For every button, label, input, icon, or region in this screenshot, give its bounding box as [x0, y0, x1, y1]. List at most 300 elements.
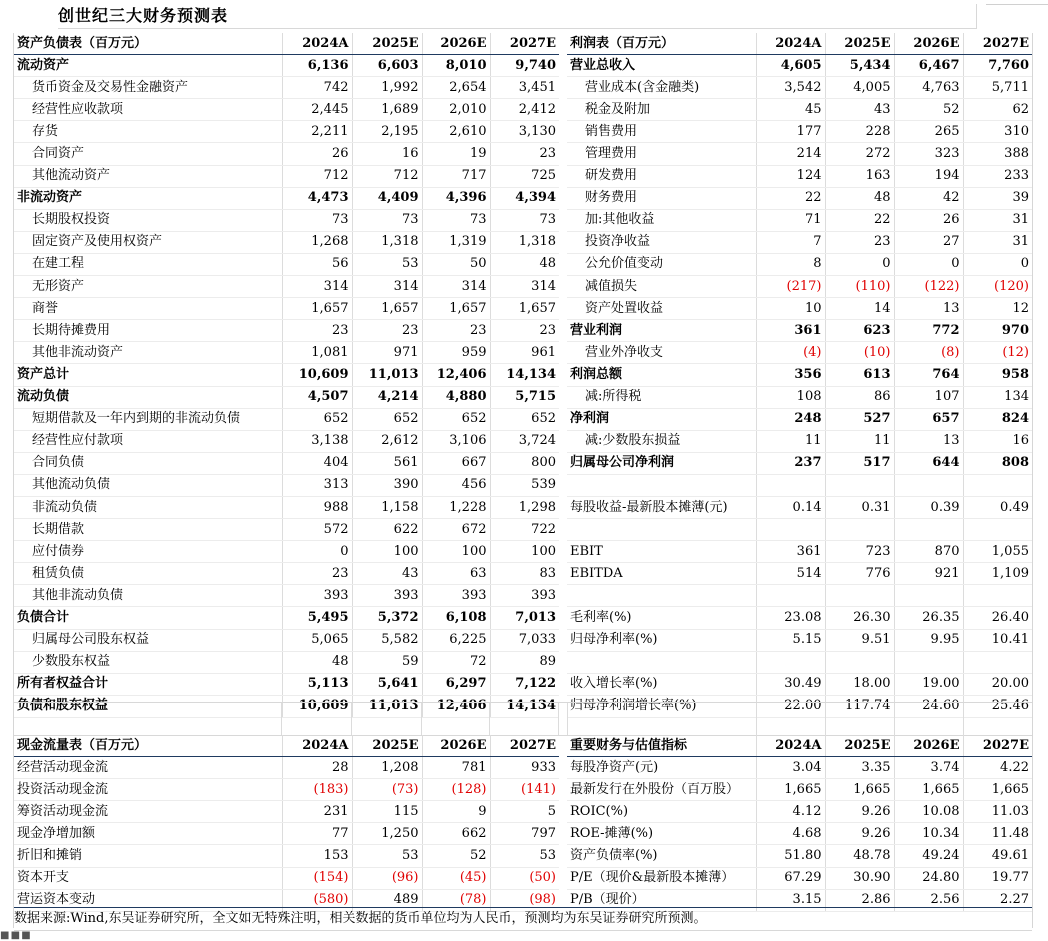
page-title: 创世纪三大财务预测表: [58, 4, 977, 29]
cell-value: 652: [422, 408, 490, 430]
row-label: 管理费用: [567, 143, 756, 165]
table-row: [567, 165, 1032, 187]
cell-value: 73: [282, 209, 352, 231]
cell-value: 18.00: [825, 673, 894, 695]
cell-value: 4,409: [352, 187, 422, 209]
cell-value: 313: [282, 474, 352, 496]
cell-value: 2,654: [422, 77, 490, 99]
table-row: [567, 320, 1032, 342]
cell-value: 2.56: [894, 889, 963, 911]
cell-value: 8: [756, 253, 825, 275]
table-row: [567, 673, 1032, 695]
cell-value: 26: [894, 209, 963, 231]
row-label: 其他非流动资产: [14, 342, 282, 364]
cell-value: 2,010: [422, 99, 490, 121]
cell-value: 5: [490, 801, 559, 823]
cell-value: 5,372: [352, 607, 422, 629]
row-label: [567, 651, 756, 673]
table-row: [567, 276, 1032, 298]
cell-value: 514: [756, 563, 825, 585]
cell-value: 572: [282, 519, 352, 541]
cell-value: 9.26: [825, 823, 894, 845]
cell-value: 797: [490, 823, 559, 845]
cell-value: 48: [825, 187, 894, 209]
cell-value: 5.15: [756, 629, 825, 651]
row-label: 长期借款: [14, 519, 282, 541]
cell-value: [825, 651, 894, 673]
cell-value: 214: [756, 143, 825, 165]
year-header: 2025E: [825, 735, 894, 757]
row-label: 经营活动现金流: [14, 757, 282, 779]
table-row: [14, 430, 559, 452]
cell-value: 13: [894, 298, 963, 320]
row-label: 经营性应付款项: [14, 430, 282, 452]
table-row: [567, 364, 1032, 386]
cell-value: [825, 519, 894, 541]
cell-value: [756, 474, 825, 496]
row-label: 租赁负债: [14, 563, 282, 585]
cell-value: 53: [352, 845, 422, 867]
cell-value: 4,880: [422, 386, 490, 408]
cell-value: 3,451: [490, 77, 559, 99]
row-label: 最新发行在外股份（百万股）: [567, 779, 756, 801]
table-row: [14, 276, 559, 298]
table-row: [14, 320, 559, 342]
cell-value: [963, 585, 1032, 607]
row-label: 每股收益-最新股本摊薄(元): [567, 496, 756, 518]
row-label: 货币资金及交易性金融资产: [14, 77, 282, 99]
table-row: [567, 629, 1032, 651]
cell-value: 5,711: [963, 77, 1032, 99]
cell-value: 1,055: [963, 541, 1032, 563]
table-row: [14, 673, 559, 695]
table-row: [567, 541, 1032, 563]
row-label: 营业利润: [567, 320, 756, 342]
table-row: [14, 845, 559, 867]
table-header-label: 资产负债表（百万元）: [14, 33, 282, 55]
cell-value: 9,740: [490, 55, 559, 77]
table-row: [567, 779, 1032, 801]
cashflow-header-row: [14, 735, 559, 757]
cell-value: 1,081: [282, 342, 352, 364]
cell-value: 772: [894, 320, 963, 342]
table-row: [14, 408, 559, 430]
income-header-row: [567, 33, 1032, 55]
income-statement-table: [567, 33, 1032, 718]
table-row: [567, 474, 1032, 496]
cell-value: 1,318: [490, 231, 559, 253]
table-row: [14, 629, 559, 651]
cell-value: 26.30: [825, 607, 894, 629]
cell-value: 2.27: [963, 889, 1032, 911]
row-label: 每股净资产(元): [567, 757, 756, 779]
cell-value: 43: [352, 563, 422, 585]
cell-value: 48: [282, 651, 352, 673]
row-label: 利润总额: [567, 364, 756, 386]
cell-value: 1,158: [352, 496, 422, 518]
year-header: 2025E: [352, 735, 422, 757]
row-label: 归属母公司股东权益: [14, 629, 282, 651]
table-row: [14, 209, 559, 231]
table-row: [14, 386, 559, 408]
cell-value: 19.00: [894, 673, 963, 695]
cell-value: 115: [352, 801, 422, 823]
table-row: [567, 519, 1032, 541]
year-header: 2026E: [422, 33, 490, 55]
cell-value: 10: [756, 298, 825, 320]
cell-value: 4,605: [756, 55, 825, 77]
cell-value: 231: [282, 801, 352, 823]
cell-value: 117.74: [825, 695, 894, 717]
cell-value: 23: [352, 320, 422, 342]
cell-value: 662: [422, 823, 490, 845]
table-row: [14, 541, 559, 563]
row-label: 归属母公司净利润: [567, 452, 756, 474]
cell-value: 393: [352, 585, 422, 607]
cell-value: 356: [756, 364, 825, 386]
cell-value: 48: [490, 253, 559, 275]
cell-value: 7,122: [490, 673, 559, 695]
table-row: [567, 607, 1032, 629]
cell-value: 23: [282, 320, 352, 342]
cell-value: 390: [352, 474, 422, 496]
cell-value: (73): [352, 779, 422, 801]
cell-value: 393: [282, 585, 352, 607]
cell-value: 23: [490, 143, 559, 165]
row-label: 其他流动负债: [14, 474, 282, 496]
cell-value: [756, 651, 825, 673]
cell-value: 622: [352, 519, 422, 541]
year-header: 2027E: [963, 33, 1032, 55]
row-label: 其他流动资产: [14, 165, 282, 187]
cell-value: 712: [282, 165, 352, 187]
cell-value: 1,665: [825, 779, 894, 801]
cell-value: 310: [963, 121, 1032, 143]
table-header-label: 现金流量表（百万元）: [14, 735, 282, 757]
table-row: [14, 496, 559, 518]
cell-value: 12,406: [422, 695, 490, 717]
cell-value: 9.51: [825, 629, 894, 651]
cell-value: 988: [282, 496, 352, 518]
cell-value: 124: [756, 165, 825, 187]
table-row: [567, 823, 1032, 845]
cell-value: 657: [894, 408, 963, 430]
cell-value: (154): [282, 867, 352, 889]
year-header: 2027E: [963, 735, 1032, 757]
cell-value: 2,195: [352, 121, 422, 143]
cell-value: 77: [282, 823, 352, 845]
cell-value: 652: [490, 408, 559, 430]
cell-value: 43: [825, 99, 894, 121]
cell-value: (120): [963, 276, 1032, 298]
cell-value: 5,715: [490, 386, 559, 408]
cell-value: 10.34: [894, 823, 963, 845]
cell-value: 3.15: [756, 889, 825, 911]
cell-value: 11: [825, 430, 894, 452]
row-label: 非流动资产: [14, 187, 282, 209]
cell-value: 20.00: [963, 673, 1032, 695]
cell-value: 6,136: [282, 55, 352, 77]
row-label: 减值损失: [567, 276, 756, 298]
cell-value: 6,225: [422, 629, 490, 651]
cell-value: 71: [756, 209, 825, 231]
row-label: 筹资活动现金流: [14, 801, 282, 823]
cell-value: 26.35: [894, 607, 963, 629]
balance-header-row: [14, 33, 559, 55]
cell-value: 56: [282, 253, 352, 275]
table-row: [567, 231, 1032, 253]
cell-value: 73: [422, 209, 490, 231]
cell-value: 7,760: [963, 55, 1032, 77]
row-label: [567, 585, 756, 607]
table-row: [567, 430, 1032, 452]
row-label: 营运资本变动: [14, 889, 282, 911]
cash-flow-table: [14, 735, 559, 912]
table-row: [567, 386, 1032, 408]
cell-value: 237: [756, 452, 825, 474]
cell-value: 1,250: [352, 823, 422, 845]
cell-value: 623: [825, 320, 894, 342]
cell-value: 1,298: [490, 496, 559, 518]
cell-value: 10,609: [282, 695, 352, 717]
row-label: 负债合计: [14, 607, 282, 629]
row-label: 营业外净收支: [567, 342, 756, 364]
cell-value: 1,665: [963, 779, 1032, 801]
cell-value: (98): [490, 889, 559, 911]
cell-value: 23: [490, 320, 559, 342]
row-label: 资产处置收益: [567, 298, 756, 320]
cell-value: 921: [894, 563, 963, 585]
cell-value: (4): [756, 342, 825, 364]
row-label: 研发费用: [567, 165, 756, 187]
cell-value: [963, 519, 1032, 541]
cell-value: 0.49: [963, 496, 1032, 518]
row-label: 现金净增加额: [14, 823, 282, 845]
cell-value: 517: [825, 452, 894, 474]
cell-value: 26.40: [963, 607, 1032, 629]
table-row: [14, 867, 559, 889]
cell-value: 4.22: [963, 757, 1032, 779]
row-label: 投资净收益: [567, 231, 756, 253]
year-header: 2026E: [894, 33, 963, 55]
cell-value: 19: [422, 143, 490, 165]
cell-value: 107: [894, 386, 963, 408]
row-label: 合同资产: [14, 143, 282, 165]
cell-value: 10.41: [963, 629, 1032, 651]
table-row: [567, 801, 1032, 823]
cell-value: 0: [894, 253, 963, 275]
table-row: [567, 143, 1032, 165]
cell-value: [825, 474, 894, 496]
cell-value: 2,612: [352, 430, 422, 452]
cell-value: 613: [825, 364, 894, 386]
cell-value: 3.35: [825, 757, 894, 779]
year-header: 2026E: [894, 735, 963, 757]
year-header: 2027E: [490, 735, 559, 757]
cell-value: 652: [352, 408, 422, 430]
year-header: 2024A: [756, 735, 825, 757]
cell-value: 4,396: [422, 187, 490, 209]
cell-value: 959: [422, 342, 490, 364]
cell-value: 539: [490, 474, 559, 496]
table-row: [14, 364, 559, 386]
cell-value: 1,657: [422, 298, 490, 320]
cell-value: [894, 651, 963, 673]
cell-value: 7: [756, 231, 825, 253]
cell-value: 5,582: [352, 629, 422, 651]
cell-value: 393: [422, 585, 490, 607]
cell-value: 26: [282, 143, 352, 165]
cell-value: 314: [282, 276, 352, 298]
table-row: [14, 99, 559, 121]
cell-value: 717: [422, 165, 490, 187]
cell-value: 3,542: [756, 77, 825, 99]
cell-value: 6,603: [352, 55, 422, 77]
cell-value: 272: [825, 143, 894, 165]
cell-value: (50): [490, 867, 559, 889]
table-row: [567, 99, 1032, 121]
cell-value: 86: [825, 386, 894, 408]
cell-value: 4,214: [352, 386, 422, 408]
cell-value: 3.04: [756, 757, 825, 779]
cell-value: 1,319: [422, 231, 490, 253]
cell-value: 9.95: [894, 629, 963, 651]
cell-value: 248: [756, 408, 825, 430]
cell-value: 1,109: [963, 563, 1032, 585]
row-label: EBIT: [567, 541, 756, 563]
table-row: [14, 563, 559, 585]
table-row: [567, 585, 1032, 607]
cell-value: 808: [963, 452, 1032, 474]
row-label: 资产总计: [14, 364, 282, 386]
table-row: [567, 121, 1032, 143]
cell-value: 5,434: [825, 55, 894, 77]
cell-value: 163: [825, 165, 894, 187]
year-header: 2027E: [490, 33, 559, 55]
row-label: 营业总收入: [567, 55, 756, 77]
cell-value: 1,657: [490, 298, 559, 320]
year-header: 2024A: [282, 33, 352, 55]
row-label: 在建工程: [14, 253, 282, 275]
cell-value: 781: [422, 757, 490, 779]
cell-value: 1,268: [282, 231, 352, 253]
row-label: 流动资产: [14, 55, 282, 77]
cell-value: 22: [756, 187, 825, 209]
cell-value: 265: [894, 121, 963, 143]
row-label: 资本开支: [14, 867, 282, 889]
cell-value: 0: [825, 253, 894, 275]
cell-value: 10.08: [894, 801, 963, 823]
row-label: 公允价值变动: [567, 253, 756, 275]
cell-value: 50: [422, 253, 490, 275]
cell-value: 100: [422, 541, 490, 563]
cell-value: 1,992: [352, 77, 422, 99]
cell-value: [894, 585, 963, 607]
row-label: 长期待摊费用: [14, 320, 282, 342]
cell-value: 4,005: [825, 77, 894, 99]
row-label: 投资活动现金流: [14, 779, 282, 801]
cell-value: 958: [963, 364, 1032, 386]
left-border: [13, 33, 14, 928]
cell-value: (122): [894, 276, 963, 298]
row-label: 少数股东权益: [14, 651, 282, 673]
cell-value: 6,297: [422, 673, 490, 695]
cell-value: 361: [756, 541, 825, 563]
cell-value: 4,394: [490, 187, 559, 209]
year-header: 2025E: [825, 33, 894, 55]
cell-value: 3,724: [490, 430, 559, 452]
cell-value: 2,445: [282, 99, 352, 121]
cell-value: 63: [422, 563, 490, 585]
cell-value: 404: [282, 452, 352, 474]
table-row: [14, 585, 559, 607]
row-label: 折旧和摊销: [14, 845, 282, 867]
balance-sheet-table: [14, 33, 559, 718]
row-label: 负债和股东权益: [14, 695, 282, 717]
cell-value: 53: [490, 845, 559, 867]
cell-value: (96): [352, 867, 422, 889]
cell-value: (183): [282, 779, 352, 801]
spacer-rows: [14, 702, 1032, 736]
cell-value: 527: [825, 408, 894, 430]
row-label: P/E（现价&最新股本摊薄）: [567, 867, 756, 889]
row-label: [567, 519, 756, 541]
cell-value: 5,065: [282, 629, 352, 651]
cell-value: 3,106: [422, 430, 490, 452]
row-label: 减:所得税: [567, 386, 756, 408]
cell-value: 24.80: [894, 867, 963, 889]
table-row: [14, 342, 559, 364]
row-label: 财务费用: [567, 187, 756, 209]
cell-value: [894, 474, 963, 496]
cell-value: 776: [825, 563, 894, 585]
cell-value: (12): [963, 342, 1032, 364]
row-label: 营业成本(含金融类): [567, 77, 756, 99]
row-label: 商誉: [14, 298, 282, 320]
cell-value: 134: [963, 386, 1032, 408]
cell-value: 1,657: [352, 298, 422, 320]
row-label: 长期股权投资: [14, 209, 282, 231]
cell-value: 16: [352, 143, 422, 165]
cell-value: 2.86: [825, 889, 894, 911]
cell-value: 561: [352, 452, 422, 474]
table-row: [14, 231, 559, 253]
cell-value: 672: [422, 519, 490, 541]
cell-value: 16: [963, 430, 1032, 452]
cell-value: 1,208: [352, 757, 422, 779]
cell-value: 52: [894, 99, 963, 121]
cell-value: 4.68: [756, 823, 825, 845]
cell-value: 2,610: [422, 121, 490, 143]
cell-value: 23: [825, 231, 894, 253]
table-row: [14, 607, 559, 629]
cell-value: 12,406: [422, 364, 490, 386]
cell-value: 764: [894, 364, 963, 386]
cell-value: 100: [490, 541, 559, 563]
table-row: [14, 452, 559, 474]
cell-value: 67.29: [756, 867, 825, 889]
table-row: [567, 55, 1032, 77]
cell-value: 725: [490, 165, 559, 187]
cell-value: 388: [963, 143, 1032, 165]
row-label: 其他非流动负债: [14, 585, 282, 607]
cell-value: 961: [490, 342, 559, 364]
cell-value: 59: [352, 651, 422, 673]
cell-value: 742: [282, 77, 352, 99]
table-row: [14, 519, 559, 541]
cell-value: 100: [352, 541, 422, 563]
cell-value: (141): [490, 779, 559, 801]
